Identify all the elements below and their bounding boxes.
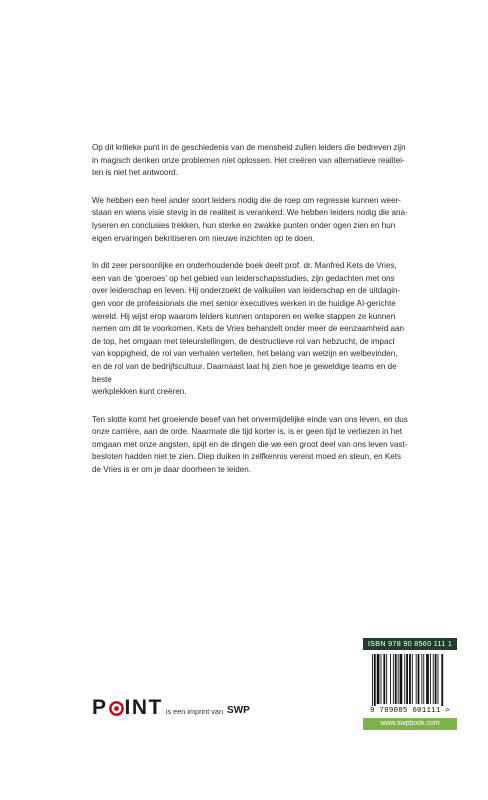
barcode-bar [421, 654, 422, 704]
barcode-bar [409, 654, 411, 704]
publisher-url: www.swpbook.com [363, 718, 457, 730]
publisher-logo [92, 696, 250, 720]
barcode-bar [426, 654, 429, 704]
barcode-bar [438, 654, 439, 704]
barcode-bar [435, 654, 437, 704]
barcode-bar [430, 654, 431, 704]
point-wordmark: P INT [92, 696, 163, 719]
barcode-bar [404, 654, 405, 704]
swp-logo: SWP [227, 704, 250, 716]
barcode-bar [374, 654, 376, 706]
barcode-bar [400, 654, 403, 704]
barcode-bar [406, 654, 408, 704]
barcode-bar [423, 654, 424, 704]
paragraph-4: Ten slotte komt het groeiende besef van het onvermijdelijke einde van ons leven, en dus onze carrière, aan de orde. Naarmate die tijd korter is, is er geen tijd te verliezen in het omgaan met onze angsten, spijt en de dingen die we een groot deel van ons leven vast- besloten hadden niet te zien. Diep duiken in zelfkennis vereist moed en steun, en Kets de Vries is er om je daar doorheen te leiden. [92, 414, 408, 475]
barcode-bar [393, 654, 394, 704]
imprint-text: is een imprint van [165, 706, 224, 716]
barcode-bar [390, 654, 391, 704]
barcode-bar [395, 654, 397, 704]
barcode-bar [383, 654, 385, 704]
barcode-bars [363, 650, 457, 708]
barcode-bar [412, 654, 413, 704]
barcode-bar [441, 654, 443, 706]
barcode [363, 650, 457, 718]
target-circle-icon [109, 701, 124, 716]
barcode-bar [377, 654, 380, 704]
barcode-number: 9 789085 601111 > [370, 707, 450, 715]
barcode-bar [372, 654, 373, 706]
barcode-bar [433, 654, 434, 704]
barcode-bar [398, 654, 399, 704]
paragraph-1: Op dit kritieke punt in de geschiedenis van de mensheid zullen leiders die bedreven zijn in magisch denken onze problemen niet oplossen. Het creëren van alternatieve realitei- ten is niet het antwoord. [92, 143, 406, 178]
barcode-bar [386, 654, 387, 704]
barcode-bar [418, 654, 420, 704]
barcode-bar [416, 654, 417, 704]
isbn-label: ISBN 978 90 8560 111 1 [363, 638, 457, 650]
barcode-bar [381, 654, 382, 704]
paragraph-3: In dit zeer persoonlijke en onderhoudende boek deelt prof. dr. Manfred Kets de Vries, een van de ‘goeroes’ op het gebied van leiderschapsstudies, zijn gedachten met ons over leiderschap en leven. Hij onderzoekt de valkuilen van leiderschap en de uitdagin- gen voor de professionals die met senior executives werken in de huidige AI-gerichte wereld. Hij wijst erop waarom leiders kunnen ontsporen en welke stappen ze kunnen nemen om dit te voorkomen. Kets de Vries behandelt onder meer de eenzaamheid aan de top, het omgaan met teleurstellingen, de destructieve rol van hebzucht, de impact van koppigheid, de rol van verhalen vertellen, het belang van welzijn en welbevinden, en de rol van de bedrijfscultuur. Daarnaast laat hij zien hoe je geweldige teams en de beste werkplekken kunt creëren. [92, 261, 404, 397]
paragraph-2: We hebben een heel ander soort leiders nodig die de roep om regressie kunnen weer- staan en wiens visie stevig in de realiteit is verankerd. We hebben leiders nodig die ana- lyseren en conclusies trekken, hun sterke en zwakke punten onder ogen zien en hun eigen ervaringen bekritiseren om nieuwe inzichten op te doen. [92, 195, 408, 243]
back-cover-text [92, 142, 412, 492]
isbn-barcode-box [363, 638, 457, 730]
